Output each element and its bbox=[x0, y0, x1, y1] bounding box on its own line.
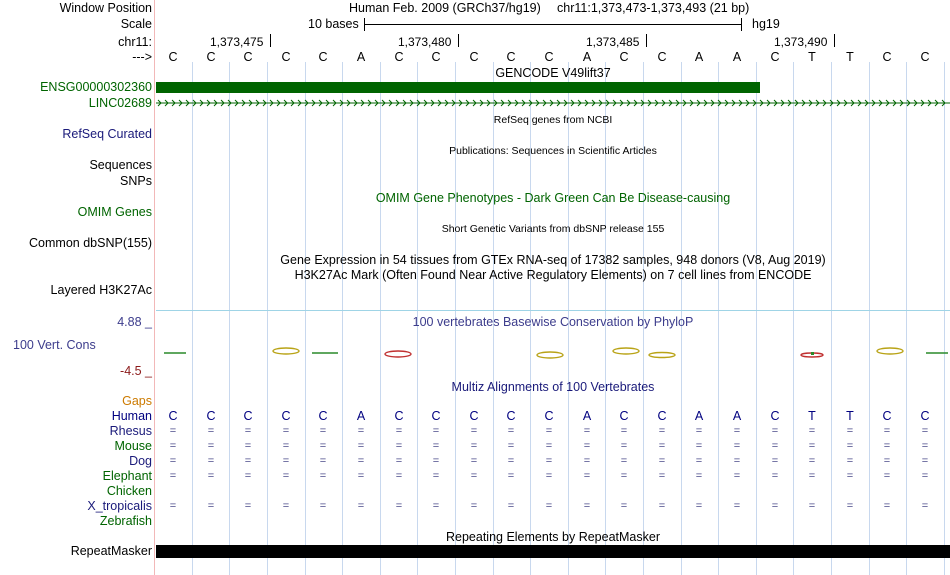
human-base: C bbox=[206, 409, 216, 423]
match-marker: = bbox=[207, 500, 215, 512]
match-marker: = bbox=[583, 440, 591, 452]
h3k27ac-track-title[interactable]: H3K27Ac Mark (Often Found Near Active Regulatory Elements) on 7 cell lines from ENCODE bbox=[294, 268, 812, 282]
match-marker: = bbox=[846, 470, 854, 482]
human-base: C bbox=[243, 409, 253, 423]
base-letter: C bbox=[770, 50, 780, 64]
match-marker: = bbox=[432, 470, 440, 482]
species-label-mouse[interactable]: Mouse bbox=[114, 439, 152, 453]
publications-track-title[interactable]: Publications: Sequences in Scientific Articles bbox=[449, 145, 657, 157]
match-marker: = bbox=[883, 500, 891, 512]
match-marker: = bbox=[319, 500, 327, 512]
match-marker: = bbox=[808, 440, 816, 452]
gene-line-linc[interactable] bbox=[156, 97, 950, 109]
match-marker: = bbox=[395, 455, 403, 467]
multiz-track-title[interactable]: Multiz Alignments of 100 Vertebrates bbox=[451, 380, 655, 394]
base-letter: C bbox=[431, 50, 441, 64]
match-marker: = bbox=[244, 500, 252, 512]
match-marker: = bbox=[771, 500, 779, 512]
refseq-track-title[interactable]: RefSeq genes from NCBI bbox=[493, 114, 613, 126]
track-separator bbox=[156, 310, 950, 311]
gaps-label[interactable]: Gaps bbox=[122, 394, 152, 408]
match-marker: = bbox=[282, 440, 290, 452]
human-base: A bbox=[582, 409, 592, 423]
match-marker: = bbox=[357, 455, 365, 467]
match-marker: = bbox=[319, 455, 327, 467]
match-marker: = bbox=[583, 500, 591, 512]
snps-label[interactable]: SNPs bbox=[120, 174, 152, 188]
match-marker: = bbox=[695, 500, 703, 512]
match-marker: = bbox=[771, 425, 779, 437]
conservation-max-label: 4.88 _ bbox=[117, 315, 152, 329]
match-marker: = bbox=[883, 455, 891, 467]
match-marker: = bbox=[470, 500, 478, 512]
human-base: C bbox=[882, 409, 892, 423]
match-marker: = bbox=[357, 425, 365, 437]
gencode-track-title[interactable]: GENCODE V49lift37 bbox=[495, 66, 611, 80]
base-letter: T bbox=[846, 50, 854, 64]
human-base: A bbox=[732, 409, 742, 423]
tick-label-2: 1,373,480 bbox=[398, 35, 452, 49]
match-marker: = bbox=[921, 425, 929, 437]
match-marker: = bbox=[583, 470, 591, 482]
match-marker: = bbox=[658, 455, 666, 467]
match-marker: = bbox=[395, 500, 403, 512]
match-marker: = bbox=[695, 440, 703, 452]
match-marker: = bbox=[319, 440, 327, 452]
match-marker: = bbox=[507, 500, 515, 512]
match-marker: = bbox=[921, 440, 929, 452]
scale-bar-right-end bbox=[741, 18, 742, 31]
tick-mark-4 bbox=[834, 34, 835, 47]
human-base: C bbox=[920, 409, 930, 423]
match-marker: = bbox=[771, 455, 779, 467]
match-marker: = bbox=[319, 470, 327, 482]
match-marker: = bbox=[620, 440, 628, 452]
strand-arrow-label: ---> bbox=[132, 50, 152, 64]
dbsnp-track-title[interactable]: Short Genetic Variants from dbSNP release 155 bbox=[441, 223, 665, 235]
match-marker: = bbox=[733, 425, 741, 437]
conservation-signal[interactable] bbox=[156, 340, 950, 366]
match-marker: = bbox=[395, 440, 403, 452]
human-base: T bbox=[808, 409, 816, 423]
human-base: C bbox=[394, 409, 404, 423]
repeatmasker-track-title[interactable]: Repeating Elements by RepeatMasker bbox=[445, 530, 660, 544]
human-base: C bbox=[168, 409, 178, 423]
match-marker: = bbox=[620, 470, 628, 482]
human-base: C bbox=[657, 409, 667, 423]
match-marker: = bbox=[808, 470, 816, 482]
match-marker: = bbox=[357, 500, 365, 512]
species-label-rhesus[interactable]: Rhesus bbox=[109, 424, 152, 438]
match-marker: = bbox=[695, 470, 703, 482]
species-label-chicken[interactable]: Chicken bbox=[106, 484, 152, 498]
gene-label-linc[interactable]: LINC02689 bbox=[88, 96, 152, 110]
match-marker: = bbox=[846, 440, 854, 452]
species-label-elephant[interactable]: Elephant bbox=[102, 469, 152, 483]
match-marker: = bbox=[244, 425, 252, 437]
scale-label: Scale bbox=[120, 17, 152, 31]
scale-bar-left-end bbox=[364, 18, 365, 31]
match-marker: = bbox=[282, 455, 290, 467]
match-marker: = bbox=[282, 425, 290, 437]
match-marker: = bbox=[695, 425, 703, 437]
base-letter: C bbox=[882, 50, 892, 64]
match-marker: = bbox=[883, 440, 891, 452]
match-marker: = bbox=[169, 455, 177, 467]
match-marker: = bbox=[545, 455, 553, 467]
match-marker: = bbox=[658, 470, 666, 482]
match-marker: = bbox=[357, 440, 365, 452]
match-marker: = bbox=[545, 440, 553, 452]
human-base: C bbox=[318, 409, 328, 423]
match-marker: = bbox=[244, 470, 252, 482]
species-label-zebrafish[interactable]: Zebrafish bbox=[99, 514, 152, 528]
match-marker: = bbox=[395, 425, 403, 437]
dbsnp-label[interactable]: Common dbSNP(155) bbox=[29, 236, 152, 250]
omim-label[interactable]: OMIM Genes bbox=[77, 205, 152, 219]
match-marker: = bbox=[846, 500, 854, 512]
base-letter: C bbox=[243, 50, 253, 64]
match-marker: = bbox=[432, 440, 440, 452]
match-marker: = bbox=[319, 425, 327, 437]
base-letter: C bbox=[168, 50, 178, 64]
match-marker: = bbox=[507, 440, 515, 452]
gene-label-ensg[interactable]: ENSG00000302360 bbox=[40, 80, 152, 94]
human-base: C bbox=[619, 409, 629, 423]
species-label-human[interactable]: Human bbox=[111, 409, 152, 423]
omim-track-title[interactable]: OMIM Gene Phenotypes - Dark Green Can Be Disease-causing bbox=[375, 191, 731, 205]
tick-mark-3 bbox=[646, 34, 647, 47]
human-base: A bbox=[694, 409, 704, 423]
match-marker: = bbox=[207, 470, 215, 482]
match-marker: = bbox=[583, 425, 591, 437]
match-marker: = bbox=[658, 440, 666, 452]
window-position-label: Window Position bbox=[59, 1, 152, 15]
scale-bar-text: 10 bases bbox=[308, 17, 359, 31]
base-letter: C bbox=[619, 50, 629, 64]
match-marker: = bbox=[470, 455, 478, 467]
base-letter: C bbox=[206, 50, 216, 64]
match-marker: = bbox=[771, 440, 779, 452]
match-marker: = bbox=[357, 470, 365, 482]
match-marker: = bbox=[733, 455, 741, 467]
conservation-track-title[interactable]: 100 vertebrates Basewise Conservation by PhyloP bbox=[412, 315, 694, 329]
match-marker: = bbox=[733, 440, 741, 452]
match-marker: = bbox=[507, 425, 515, 437]
human-base: C bbox=[281, 409, 291, 423]
match-marker: = bbox=[846, 455, 854, 467]
match-marker: = bbox=[658, 500, 666, 512]
base-letter: A bbox=[694, 50, 704, 64]
position-text: chr11:1,373,473-1,373,493 (21 bp) bbox=[557, 1, 750, 15]
label-divider bbox=[154, 0, 155, 575]
base-letter: C bbox=[318, 50, 328, 64]
scale-bar bbox=[364, 24, 741, 25]
base-letter: T bbox=[808, 50, 816, 64]
match-marker: = bbox=[470, 470, 478, 482]
match-marker: = bbox=[733, 500, 741, 512]
tick-label-1: 1,373,475 bbox=[210, 35, 264, 49]
match-marker: = bbox=[545, 500, 553, 512]
species-label-dog[interactable]: Dog bbox=[129, 454, 152, 468]
match-marker: = bbox=[244, 455, 252, 467]
match-marker: = bbox=[545, 470, 553, 482]
match-marker: = bbox=[244, 440, 252, 452]
match-marker: = bbox=[169, 500, 177, 512]
match-marker: = bbox=[432, 500, 440, 512]
match-marker: = bbox=[620, 500, 628, 512]
match-marker: = bbox=[207, 425, 215, 437]
conservation-label[interactable]: 100 Vert. Cons bbox=[13, 338, 96, 352]
human-base: C bbox=[469, 409, 479, 423]
base-letter: A bbox=[582, 50, 592, 64]
match-marker: = bbox=[808, 500, 816, 512]
match-marker: = bbox=[921, 470, 929, 482]
tick-mark-1 bbox=[270, 34, 271, 47]
human-base: C bbox=[770, 409, 780, 423]
chrom-label: chr11: bbox=[118, 35, 152, 49]
human-base: A bbox=[356, 409, 366, 423]
match-marker: = bbox=[470, 425, 478, 437]
match-marker: = bbox=[583, 455, 591, 467]
match-marker: = bbox=[432, 455, 440, 467]
tick-mark-2 bbox=[458, 34, 459, 47]
human-base: C bbox=[506, 409, 516, 423]
match-marker: = bbox=[620, 425, 628, 437]
match-marker: = bbox=[207, 455, 215, 467]
base-letter: C bbox=[281, 50, 291, 64]
match-marker: = bbox=[846, 425, 854, 437]
human-base: C bbox=[431, 409, 441, 423]
tick-label-4: 1,373,490 bbox=[774, 35, 828, 49]
gene-bar-ensg[interactable] bbox=[156, 82, 760, 93]
match-marker: = bbox=[733, 470, 741, 482]
base-letter: C bbox=[544, 50, 554, 64]
match-marker: = bbox=[282, 500, 290, 512]
match-marker: = bbox=[207, 440, 215, 452]
match-marker: = bbox=[282, 470, 290, 482]
human-base: C bbox=[544, 409, 554, 423]
assembly-text: Human Feb. 2009 (GRCh37/hg19) bbox=[349, 1, 541, 15]
match-marker: = bbox=[771, 470, 779, 482]
match-marker: = bbox=[921, 500, 929, 512]
match-marker: = bbox=[695, 455, 703, 467]
match-marker: = bbox=[470, 440, 478, 452]
match-marker: = bbox=[808, 425, 816, 437]
match-marker: = bbox=[507, 470, 515, 482]
gtex-track-title[interactable]: Gene Expression in 54 tissues from GTEx RNA-seq of 17382 samples, 948 donors (V8, Aug 2019) bbox=[280, 253, 826, 267]
sequences-label[interactable]: Sequences bbox=[89, 158, 152, 172]
match-marker: = bbox=[169, 425, 177, 437]
base-letter: C bbox=[394, 50, 404, 64]
match-marker: = bbox=[658, 425, 666, 437]
base-letter: C bbox=[920, 50, 930, 64]
base-letter: C bbox=[469, 50, 479, 64]
base-letter: A bbox=[732, 50, 742, 64]
refseq-label[interactable]: RefSeq Curated bbox=[62, 127, 152, 141]
match-marker: = bbox=[507, 455, 515, 467]
conservation-min-label: -4.5 _ bbox=[120, 364, 152, 378]
base-letter: A bbox=[356, 50, 366, 64]
match-marker: = bbox=[169, 470, 177, 482]
match-marker: = bbox=[808, 455, 816, 467]
species-label-x_tropicalis[interactable]: X_tropicalis bbox=[87, 499, 152, 513]
repeatmasker-bar[interactable] bbox=[156, 545, 950, 558]
match-marker: = bbox=[883, 470, 891, 482]
match-marker: = bbox=[169, 440, 177, 452]
match-marker: = bbox=[395, 470, 403, 482]
tick-label-3: 1,373,485 bbox=[586, 35, 640, 49]
human-base: T bbox=[846, 409, 854, 423]
match-marker: = bbox=[883, 425, 891, 437]
base-letter: C bbox=[506, 50, 516, 64]
match-marker: = bbox=[545, 425, 553, 437]
match-marker: = bbox=[620, 455, 628, 467]
db-text: hg19 bbox=[752, 17, 780, 31]
match-marker: = bbox=[432, 425, 440, 437]
match-marker: = bbox=[921, 455, 929, 467]
h3k27ac-label[interactable]: Layered H3K27Ac bbox=[50, 283, 152, 297]
repeatmasker-label[interactable]: RepeatMasker bbox=[70, 544, 152, 558]
base-letter: C bbox=[657, 50, 667, 64]
